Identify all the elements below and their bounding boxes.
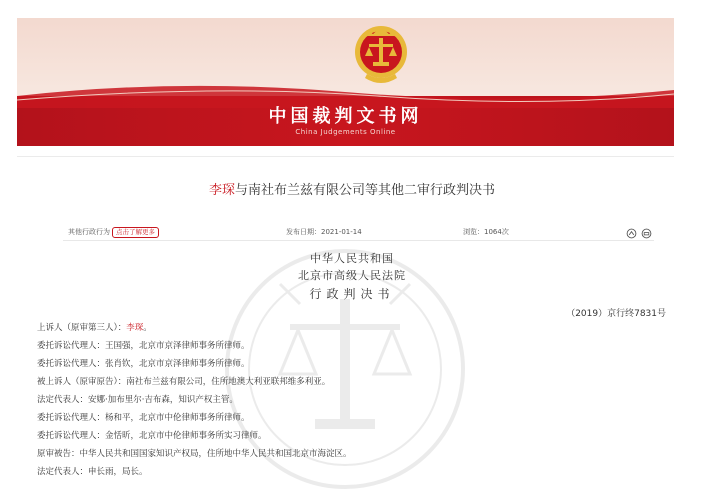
share-icon[interactable] — [626, 228, 637, 239]
case-category-label: 其他行政行为 — [68, 228, 110, 236]
publish-date: 发布日期：2021-01-14 — [286, 228, 362, 236]
site-banner — [17, 18, 674, 146]
party-line: 委托诉讼代理人：杨和平，北京市中伦律师事务所律师。 — [37, 413, 250, 423]
doc-heading-court: 北京市高级人民法院 — [298, 269, 406, 282]
party-line: 委托诉讼代理人：金恬昕，北京市中伦律师事务所实习律师。 — [37, 431, 267, 441]
site-title: 中国裁判文书网 — [268, 106, 423, 127]
case-category — [68, 227, 159, 238]
view-count: 浏览：1064次 — [463, 228, 509, 236]
print-icon[interactable] — [641, 228, 652, 239]
site-subtitle: China Judgements Online — [295, 128, 396, 136]
party-line: 法定代表人：申长雨，局长。 — [37, 467, 148, 477]
party-line: 原审被告：中华人民共和国国家知识产权局，住所地中华人民共和国北京市海淀区。 — [37, 449, 352, 459]
case-title — [0, 179, 704, 198]
party-line: 委托诉讼代理人：王国强，北京市京泽律师事务所律师。 — [37, 341, 250, 351]
court-emblem-icon — [353, 22, 409, 88]
party-line: 委托诉讼代理人：张肖钦，北京市京泽律师事务所律师。 — [37, 359, 250, 369]
party-line: 法定代表人：安娜·加布里尔·吉布森，知识产权主管。 — [37, 395, 238, 405]
party-line: 上诉人（原审第三人）：李琛。 — [37, 323, 152, 333]
meta-divider — [63, 240, 654, 241]
doc-heading-type: 行政判决书 — [309, 287, 395, 301]
case-title-text: 与南社布兰兹有限公司等其他二审行政判决书 — [235, 183, 496, 198]
learn-more-tag[interactable]: 点击了解更多 — [112, 227, 159, 238]
party-line: 被上诉人（原审原告）：南社布兰兹有限公司，住所地澳大利亚联邦维多利亚。 — [37, 377, 331, 387]
case-number: （2019）京行终7831号 — [566, 309, 666, 319]
header-divider — [17, 156, 674, 157]
doc-heading-country: 中华人民共和国 — [310, 252, 394, 265]
case-title-highlight: 李琛 — [208, 183, 235, 198]
